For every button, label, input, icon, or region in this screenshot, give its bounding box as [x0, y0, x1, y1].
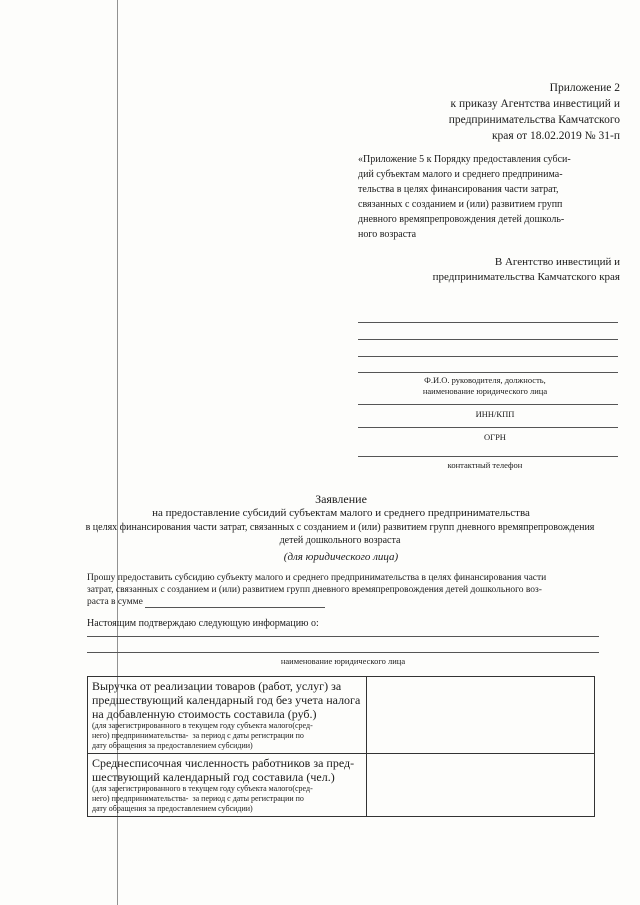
request-line-2: затрат, связанных с созданием и (или) развитием групп дневного времяпрепровождения детей дошкольного воз- — [87, 585, 542, 595]
revenue-main-text: Выручка от реализации товаров (работ, услуг) за предшествующий календарный год без учета налога на добавленную стоимость составила (руб.) — [92, 679, 361, 721]
fio-caption: Ф.И.О. руководителя, должность, — [424, 375, 546, 385]
procedure-line-2: дий субъектам малого и среднего предпринима- — [358, 169, 563, 180]
applicant-line-2[interactable] — [358, 339, 618, 340]
inn-line[interactable] — [358, 404, 618, 405]
table-row — [88, 677, 595, 754]
org-name-caption: наименование юридического лица — [280, 656, 406, 666]
phone-caption: контактный телефон — [447, 460, 523, 470]
addressee-line-1: В Агентство инвестиций и — [494, 256, 620, 268]
staff-description — [88, 754, 367, 817]
procedure-line-4: связанных с созданием и (или) развитием групп — [358, 199, 563, 210]
annex-title: Приложение 2 — [549, 82, 620, 94]
revenue-description — [88, 677, 367, 754]
statement-line-1: на предоставление субсидий субъектам малого и среднего предпринимательства — [152, 507, 530, 519]
request-line-1: Прошу предоставить субсидию субъекту малого и среднего предпринимательства в целях финансирования части — [87, 573, 547, 583]
revenue-value-cell[interactable] — [367, 677, 595, 754]
table-row — [88, 754, 595, 817]
phone-line[interactable] — [358, 456, 618, 457]
info-table — [87, 676, 595, 817]
annex-line-1: к приказу Агентства инвестиций и — [450, 98, 620, 110]
ogrn-caption: ОГРН — [484, 432, 506, 442]
statement-title: Заявление — [315, 492, 367, 506]
org-name-line-1[interactable] — [87, 636, 599, 637]
request-line-3-row — [87, 596, 607, 608]
request-line-3: раста в сумме — [87, 597, 143, 607]
applicant-line-3[interactable] — [358, 356, 618, 357]
ogrn-line[interactable] — [358, 427, 618, 428]
addressee-block — [380, 255, 620, 285]
revenue-note: (для зарегистрированного в текущем году субъекта малого(сред- него) предпринимательства- за период с даты регистрации по дату обращения за предоставлением субсидии) — [92, 721, 313, 750]
statement-line-2: в целях финансирования части затрат, связанных с созданием и (или) развитием групп дневного времяпрепровождения детей дошкольного возраста — [85, 522, 595, 546]
procedure-line-5: дневного времяпрепровождения детей дошколь- — [358, 214, 565, 225]
annex-block — [380, 80, 620, 144]
org-name-line-2[interactable] — [87, 652, 599, 653]
confirm-text: Настоящим подтверждаю следующую информацию о: — [87, 618, 319, 629]
request-paragraph — [87, 572, 607, 608]
staff-main-text: Среднесписочная численность работников за пред- шествующий календарный год составила (чел.) — [92, 756, 355, 784]
amount-field[interactable] — [145, 597, 325, 608]
addressee-line-2: предпринимательства Камчатского края — [432, 271, 620, 283]
staff-value-cell[interactable] — [367, 754, 595, 817]
procedure-line-6: ного возраста — [358, 229, 417, 240]
procedure-line-1: «Приложение 5 к Порядку предоставления субси- — [358, 154, 571, 165]
procedure-reference — [358, 152, 620, 242]
staff-note: (для зарегистрированного в текущем году субъекта малого(сред- него) предпринимательства- за период с даты регистрации по дату обращения за предоставлением субсидии) — [92, 784, 313, 813]
applicant-line-1[interactable] — [358, 322, 618, 323]
inn-caption: ИНН/КПП — [475, 409, 515, 419]
statement-subtitle: (для юридического лица) — [283, 551, 399, 563]
org-caption: наименование юридического лица — [422, 386, 548, 396]
annex-line-2: предпринимательства Камчатского — [448, 114, 620, 126]
applicant-line-4[interactable] — [358, 372, 618, 373]
procedure-line-3: тельства в целях финансирования части затрат, — [358, 184, 559, 195]
annex-line-3: края от 18.02.2019 № 31-п — [491, 130, 620, 142]
